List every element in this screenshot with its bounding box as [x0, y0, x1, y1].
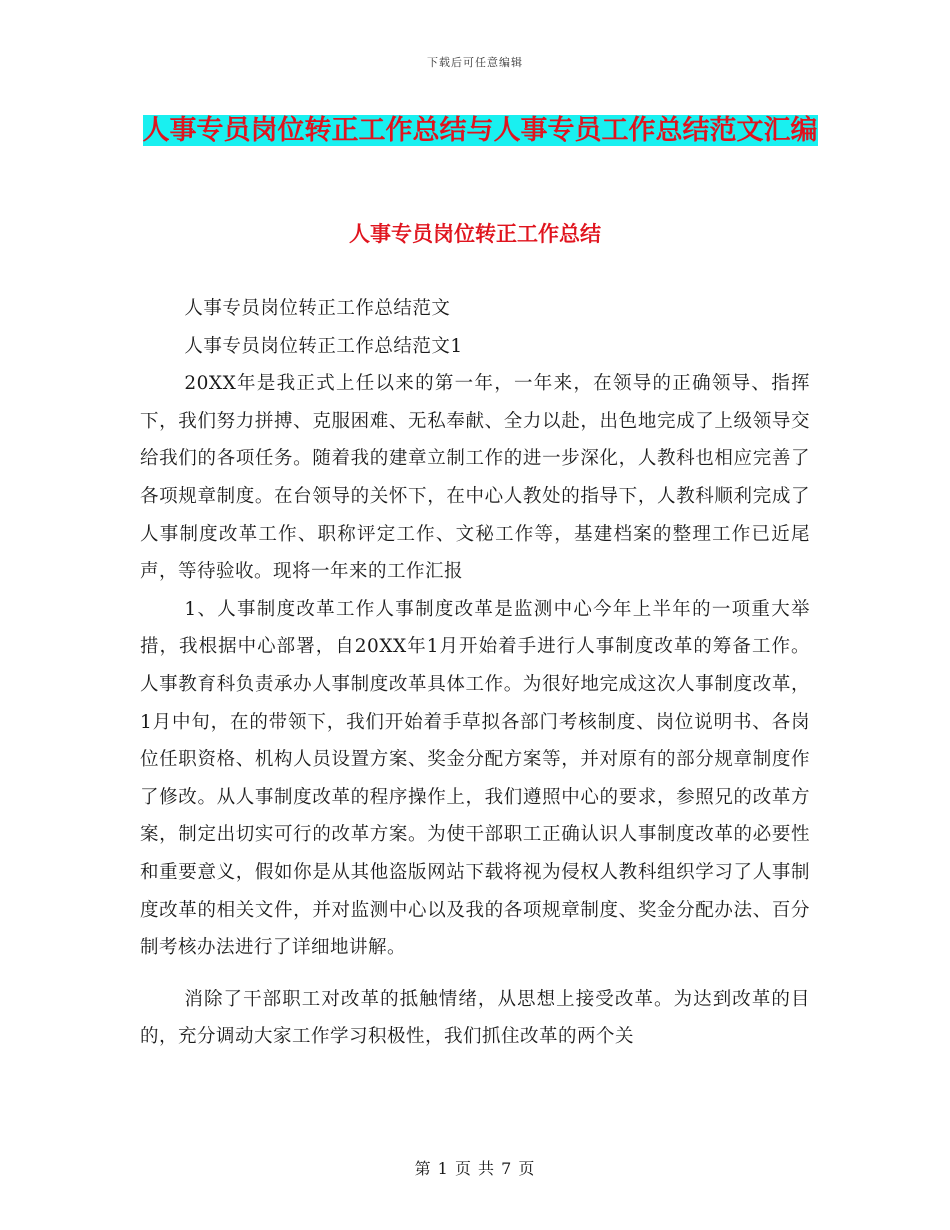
document-title — [140, 108, 820, 154]
page-number: 第 1 页 共 7 页 — [414, 1159, 536, 1178]
header-note: 下载后可任意编辑 — [427, 56, 523, 69]
document-body — [140, 290, 810, 1056]
paragraph-reform: 1、人事制度改革工作人事制度改革是监测中心今年上半年的一项重大举措，我根据中心部署，自20XX年1月开始着手进行人事制度改革的筹备工作。人事教育科负责承办人事制度改革具体工作。为很好地完成这次人事制度改革，1月中旬，在的带领下，我们开始着手草拟各部门考核制度、岗位说明书、各岗位任职资格、机构人员设置方案、奖金分配方案等，并对原有的部分规章制度作了修改。从人事制度改革的程序操作上，我们遵照中心的要求，参照兄的改革方案，制定出切实可行的改革方案。为使干部职工正确认识人事制度改革的必要性和重要意义，假如你是从其他盗版网站下载将视为侵权人教科组织学习了人事制度改革的相关文件，并对监测中心以及我的各项规章制度、奖金分配办法、百分制考核办法进行了详细地讲解。 — [140, 598, 810, 959]
paragraph-subtitle: 人事专员岗位转正工作总结范文 — [184, 298, 451, 319]
document-title-text: 人事专员岗位转正工作总结与人事专员工作总结范文汇编 — [142, 115, 818, 146]
paragraph-subtitle-1: 人事专员岗位转正工作总结范文1 — [184, 335, 463, 357]
section-title: 人事专员岗位转正工作总结 — [349, 222, 601, 246]
paragraph-continuation: 消除了干部职工对改革的抵触情绪，从思想上接受改革。为达到改革的目的，充分调动大家工作学习积极性，我们抓住改革的两个关 — [140, 988, 810, 1048]
paragraph-intro: 20XX年是我正式上任以来的第一年，一年来，在领导的正确领导、指挥下，我们努力拼搏、克服困难、无私奉献、全力以赴，出色地完成了上级领导交给我们的各项任务。随着我的建章立制工作的进一步深化，人教科也相应完善了各项规章制度。在台领导的关怀下，在中心人教处的指导下，人教科顺利完成了人事制度改革工作、职称评定工作、文秘工作等，基建档案的整理工作已近尾声，等待验收。现将一年来的工作汇报 — [140, 373, 810, 583]
